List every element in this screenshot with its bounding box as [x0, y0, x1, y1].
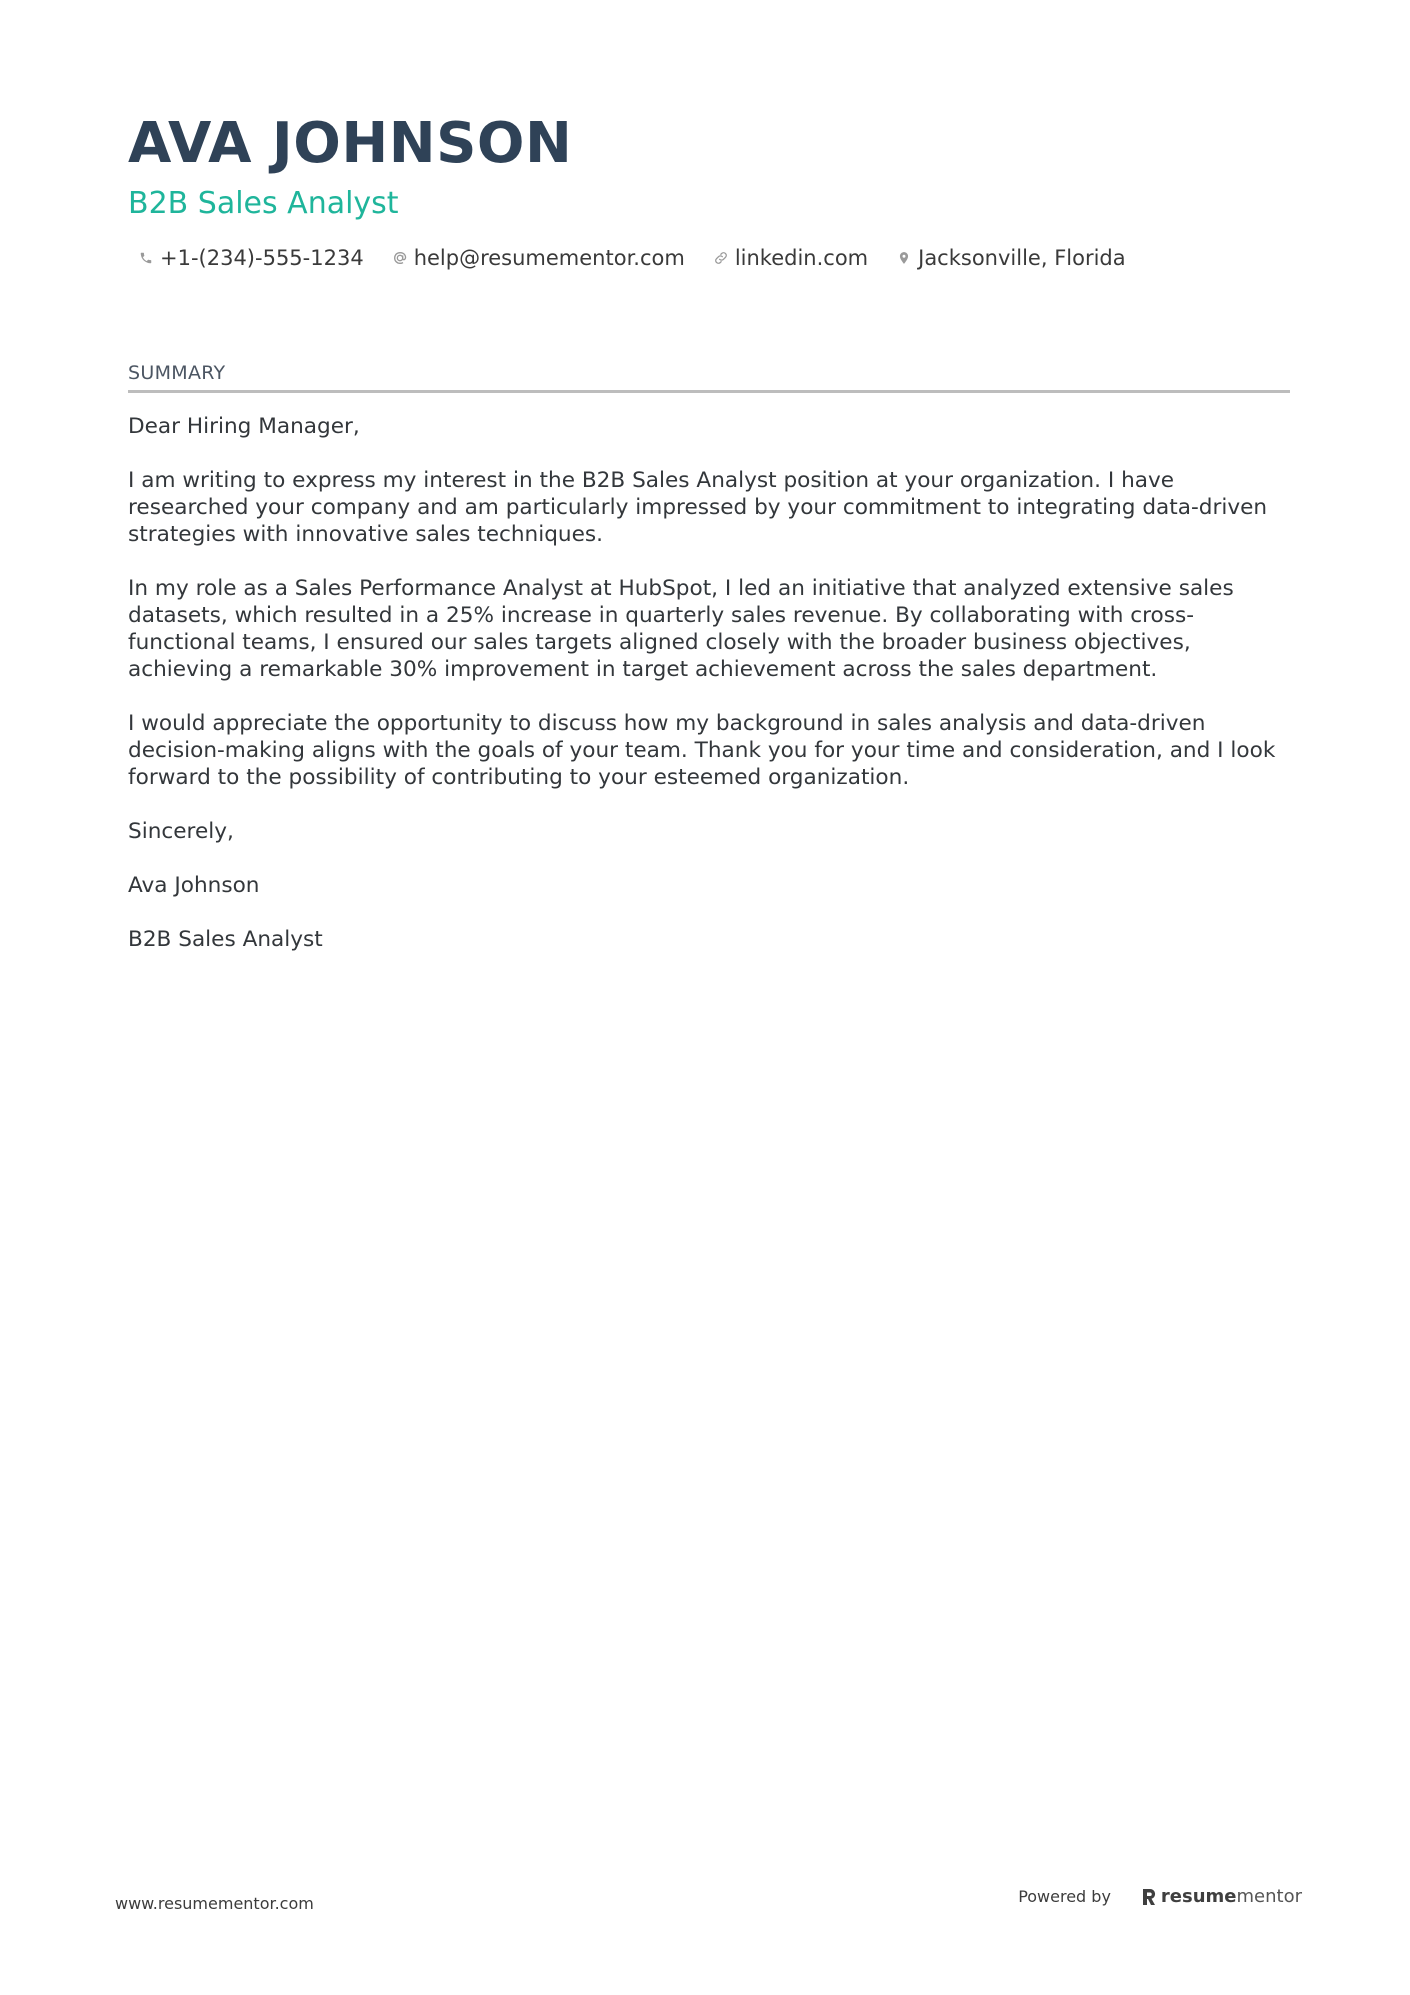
- contact-email[interactable]: [390, 246, 685, 270]
- contact-phone[interactable]: [136, 246, 364, 270]
- letter-paragraph-2: In my role as a Sales Performance Analyst at HubSpot, I led an initiative that analyzed extensive sales datasets, which resulted in a 25% increase in quarterly sales revenue. By collaborating with cross-functional teams, I ensured our sales targets aligned closely with the broader business objectives, achieving a remarkable 30% improvement in target achievement across the sales department.: [128, 576, 1234, 682]
- brand-logo[interactable]: [1141, 1886, 1302, 1907]
- resumementor-logo-icon: [1141, 1887, 1157, 1907]
- applicant-name: AVA JOHNSON: [128, 111, 573, 176]
- contact-location-text: Jacksonville, Florida: [918, 246, 1126, 270]
- contact-phone-text: +1-(234)-555-1234: [160, 246, 364, 270]
- signature-title: B2B Sales Analyst: [128, 927, 323, 952]
- at-icon: [390, 248, 410, 268]
- footer-website[interactable]: www.resumementor.com: [115, 1894, 314, 1913]
- letter-closing: Sincerely,: [128, 819, 234, 844]
- brand-name-bold: resume: [1160, 1886, 1237, 1907]
- contact-location: [894, 246, 1126, 270]
- letter-paragraph-1: I am writing to express my interest in the B2B Sales Analyst position at your organization. I have researched your company and am particularly impressed by your commitment to integrating data-driven strategies with innovative sales techniques.: [128, 468, 1268, 547]
- applicant-title: B2B Sales Analyst: [128, 186, 399, 221]
- brand-name-light: mentor: [1236, 1886, 1302, 1907]
- link-icon: [711, 248, 731, 268]
- contact-bar: [128, 246, 1288, 270]
- phone-icon: [136, 248, 156, 268]
- summary-section: [128, 360, 1290, 980]
- location-pin-icon: [894, 248, 914, 268]
- contact-email-text: help@resumementor.com: [413, 246, 685, 270]
- letter-greeting: Dear Hiring Manager,: [128, 414, 360, 439]
- footer-branding: [1018, 1886, 1302, 1907]
- section-title: SUMMARY: [128, 360, 1290, 393]
- contact-linkedin-text: linkedin.com: [734, 246, 869, 270]
- header: [128, 108, 1288, 270]
- signature-name: Ava Johnson: [128, 873, 260, 898]
- letter-paragraph-3: I would appreciate the opportunity to discuss how my background in sales analysis and data-driven decision-making aligns with the goals of your team. Thank you for your time and consideration, and I look forward to the possibility of contributing to your esteemed organization.: [128, 711, 1276, 790]
- letter-body: [128, 413, 1290, 953]
- contact-linkedin[interactable]: [711, 246, 868, 270]
- powered-by-label: Powered by: [1018, 1887, 1111, 1906]
